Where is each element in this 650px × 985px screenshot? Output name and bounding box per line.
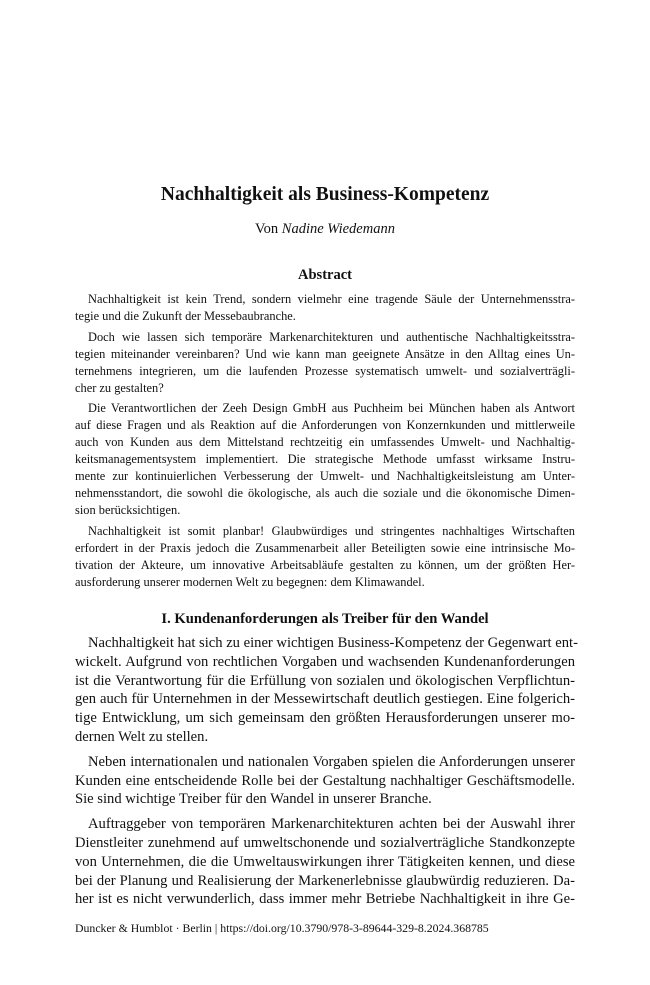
text-line: auch von Kunden aus dem Mittelstand rechtzeitig ein umfassendes Umwelt- und Nachhaltig- <box>75 435 575 450</box>
abstract-body <box>75 291 575 594</box>
text-line: Dienstleiter zunehmend auf umweltschonende und sozialverträgliche Standkonzepte <box>75 834 575 851</box>
text-line: keitsmanagementsystem implementiert. Die strategische Methode umfasst wirksame Instru- <box>75 452 575 467</box>
text-line: sion berücksichtigen. <box>75 502 181 517</box>
text-line: gen auch für Unternehmen in der Messewirtschaft deutlich gestiegen. Eine folgerich- <box>75 691 575 708</box>
text-line: Auftraggeber von temporären Markenarchitekturen achten bei der Auswahl ihrer <box>88 816 575 833</box>
text-line: ist die Verantwortung für die Erfüllung von sozialen und ökologischen Verpflichtun- <box>75 672 575 689</box>
text-line: tivation der Akteure, um innovative Arbeitsabläufe gestalten zu können, um der größten Her- <box>75 557 575 572</box>
text-line: Neben internationalen und nationalen Vorgaben spielen die Anforderungen unserer <box>88 753 575 770</box>
text-line: ternehmens integrieren, um die laufenden Prozesse systematisch umwelt- und sozialverträgli- <box>75 363 575 378</box>
abstract-paragraph <box>75 523 575 591</box>
section-heading: I. Kundenanforderungen als Treiber für den Wandel <box>161 611 489 627</box>
byline-prefix: Von <box>255 221 279 237</box>
text-line: nehmensstandort, die sowohl die ökologische, als auch die soziale und die ökonomische Dimen- <box>75 485 575 500</box>
text-line: erfordert in der Praxis jedoch die Zusammenarbeit aller Beteiligten sowie eine intrinsische Mo- <box>75 540 575 555</box>
text-line: Sie sind wichtige Treiber für den Wandel in unserer Branche. <box>75 791 432 808</box>
body-paragraph <box>75 815 575 909</box>
abstract-heading: Abstract <box>298 267 352 283</box>
text-line: von Unternehmen, die die Umweltauswirkungen ihrer Tätigkeiten kennen, und diese <box>75 853 575 870</box>
text-line: Nachhaltigkeit ist kein Trend, sondern vielmehr eine tragende Säule der Unternehmensstra- <box>88 292 575 306</box>
text-line: auf diese Fragen und als Reaktion auf die Anforderungen von Konzernkunden und mittlerweile <box>75 418 575 433</box>
text-line: tegien miteinander vereinbaren? Und wie kann man geeignete Ansätze in den Alltag eines Un- <box>75 346 575 361</box>
text-line: her ist es nicht verwunderlich, dass immer mehr Betriebe Nachhaltigkeit in ihre Ge- <box>75 891 575 908</box>
text-line: Kunden eine entscheidende Rolle bei der Gestaltung nachhaltiger Geschäftsmodelle. <box>75 772 575 789</box>
text-line: Nachhaltigkeit hat sich zu einer wichtigen Business-Kompetenz der Gegenwart ent- <box>88 635 578 651</box>
body-paragraph <box>75 753 575 809</box>
text-line: Nachhaltigkeit ist somit planbar! Glaubwürdiges und stringentes nachhaltiges Wirtschaften <box>88 523 575 538</box>
byline <box>0 220 650 238</box>
text-line: bei der Planung und Realisierung der Markenerlebnisse glaubwürdig reduzieren. Da- <box>75 872 575 889</box>
text-line: tegie und die Zukunft der Messebaubranche. <box>75 308 296 323</box>
paper-title: Nachhaltigkeit als Business-Kompetenz <box>160 184 490 205</box>
text-line: mente zur kontinuierlichen Verbesserung der Umwelt- und Nachhaltigkeitsleistung am Unter- <box>75 469 575 484</box>
author-name: Nadine Wiedemann <box>281 221 395 237</box>
abstract-paragraph <box>75 329 575 397</box>
text-line: tige Entwicklung, um sich gemeinsam den größten Herausforderungen unserer mo- <box>75 710 575 727</box>
text-line: cher zu gestalten? <box>75 380 164 395</box>
body-paragraph <box>75 634 578 747</box>
abstract-paragraph <box>75 291 575 325</box>
text-line: Die Verantwortlichen der Zeeh Design GmbH aus Puchheim bei München haben als Antwort <box>88 401 575 416</box>
abstract-paragraph <box>75 400 575 518</box>
page-footer-doi: Duncker & Humblot · Berlin | https://doi.org/10.3790/978-3-89644-329-8.2024.368785 <box>75 921 489 935</box>
text-line: dernen Welt zu stellen. <box>75 728 209 745</box>
text-line: wickelt. Aufgrund von rechtlichen Vorgaben und wachsenden Kundenanforderungen <box>75 653 575 670</box>
section-body <box>75 634 578 915</box>
text-line: Doch wie lassen sich temporäre Markenarchitekturen und authentische Nachhaltigkeitsstra- <box>88 329 575 344</box>
text-line: ausforderung unserer modernen Welt zu begegnen: dem Klimawandel. <box>75 574 425 589</box>
